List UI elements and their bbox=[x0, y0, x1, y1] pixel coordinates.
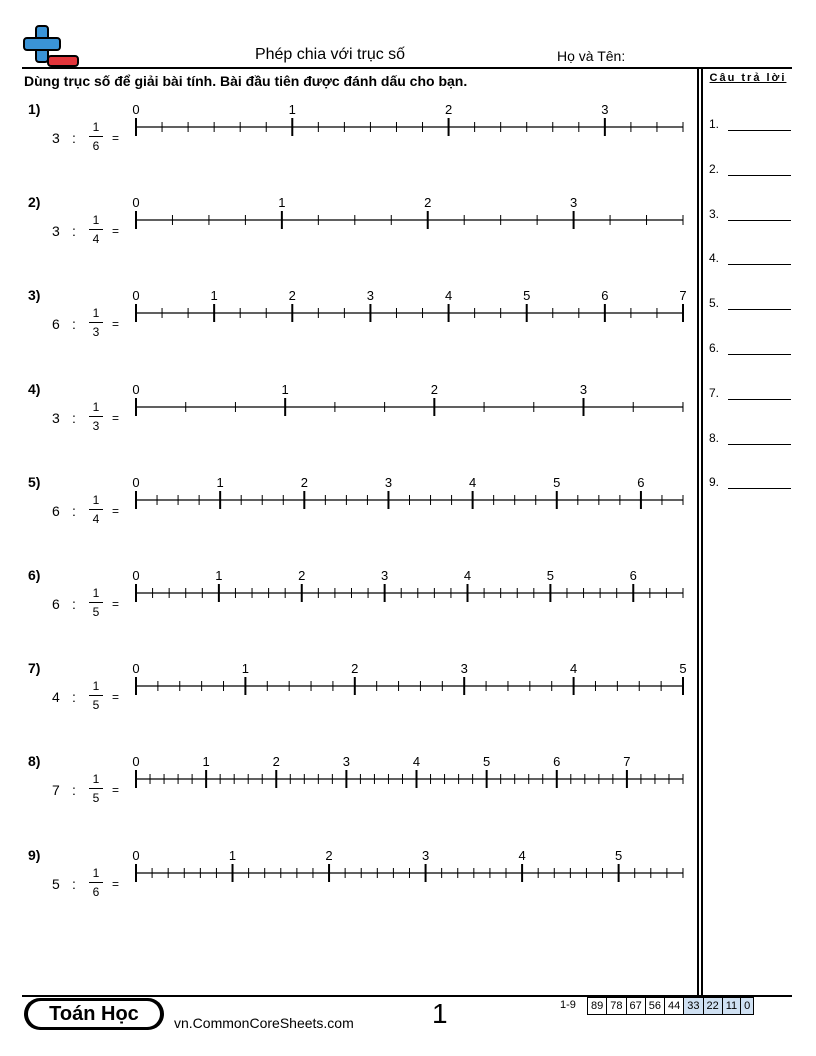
number-line bbox=[0, 749, 700, 793]
answers-heading: Câu trả lời bbox=[709, 72, 787, 84]
denominator: 6 bbox=[92, 139, 100, 153]
denominator: 3 bbox=[92, 325, 100, 340]
tick-label: 0 bbox=[132, 288, 140, 304]
tick-label: 3 bbox=[569, 195, 578, 211]
equals-sign: = bbox=[112, 783, 120, 798]
tick-label: 1 bbox=[215, 568, 223, 583]
tick-label: 3 bbox=[384, 474, 393, 490]
answer-number: 9. bbox=[709, 475, 720, 490]
problem-number: 9) bbox=[28, 846, 41, 863]
answer-blank[interactable] bbox=[728, 264, 791, 265]
numerator: 1 bbox=[92, 865, 100, 880]
answer-number: 5. bbox=[709, 296, 720, 311]
equals-sign: = bbox=[112, 690, 120, 705]
answer-blank[interactable] bbox=[728, 220, 791, 221]
problem-number: 8) bbox=[28, 753, 41, 770]
division-sign: : bbox=[72, 782, 76, 799]
instructions: Dùng trục số để giải bài tính. Bài đầu tiên được đánh dấu cho bạn. bbox=[24, 73, 468, 89]
equals-sign: = bbox=[112, 410, 120, 425]
number-line bbox=[0, 563, 700, 607]
tick-label: 2 bbox=[272, 754, 280, 770]
tick-label: 0 bbox=[132, 847, 140, 863]
dividend: 4 bbox=[52, 689, 60, 706]
tick-label: 2 bbox=[351, 661, 359, 677]
division-sign: : bbox=[72, 130, 76, 146]
tick-label: 1 bbox=[202, 754, 210, 770]
division-sign: : bbox=[72, 316, 76, 333]
division-sign: : bbox=[72, 875, 76, 892]
number-line bbox=[0, 283, 700, 327]
score-range: 1-9 bbox=[560, 999, 576, 1011]
dividend: 3 bbox=[52, 223, 60, 240]
answer-blank[interactable] bbox=[728, 130, 791, 131]
tick-label: 3 bbox=[460, 661, 468, 677]
tick-label: 1 bbox=[288, 102, 296, 117]
tick-label: 5 bbox=[483, 754, 491, 770]
tick-label: 4 bbox=[444, 288, 453, 304]
dividend: 3 bbox=[52, 409, 60, 426]
answer-number: 4. bbox=[709, 251, 720, 266]
dividend: 6 bbox=[52, 316, 60, 333]
score-cell: 44 bbox=[664, 997, 684, 1015]
division-sign: : bbox=[72, 502, 76, 519]
score-cell: 67 bbox=[626, 997, 646, 1015]
tick-label: 6 bbox=[629, 568, 637, 583]
number-line bbox=[0, 656, 700, 700]
tick-label: 1 bbox=[278, 195, 286, 211]
equals-sign: = bbox=[112, 597, 120, 611]
answer-number: 8. bbox=[709, 430, 720, 445]
denominator: 6 bbox=[92, 884, 100, 899]
tick-label: 2 bbox=[298, 568, 306, 583]
tick-label: 2 bbox=[430, 381, 438, 397]
tick-label: 0 bbox=[132, 754, 140, 770]
name-label: Họ và Tên: bbox=[557, 48, 626, 64]
tick-label: 3 bbox=[366, 288, 375, 304]
tick-label: 2 bbox=[300, 474, 308, 490]
score-cell: 78 bbox=[606, 997, 626, 1015]
brand-badge bbox=[24, 998, 164, 1030]
equals-sign: = bbox=[112, 224, 120, 239]
answer-number: 1. bbox=[709, 117, 720, 131]
tick-label: 4 bbox=[518, 847, 526, 863]
score-cell: 33 bbox=[683, 997, 703, 1015]
numerator: 1 bbox=[92, 492, 100, 507]
tick-label: 1 bbox=[216, 474, 224, 490]
tick-label: 0 bbox=[132, 474, 140, 490]
tick-label: 0 bbox=[132, 102, 140, 117]
answer-number: 2. bbox=[709, 161, 720, 176]
dividend: 6 bbox=[52, 502, 60, 519]
numerator: 1 bbox=[92, 772, 100, 787]
tick-label: 4 bbox=[468, 474, 477, 490]
denominator: 5 bbox=[92, 698, 100, 713]
denominator: 4 bbox=[92, 511, 100, 526]
number-line bbox=[0, 97, 700, 141]
problem-number: 2) bbox=[28, 194, 41, 211]
dividend: 3 bbox=[52, 130, 60, 146]
tick-label: 6 bbox=[601, 288, 609, 304]
denominator: 4 bbox=[92, 232, 100, 247]
numerator: 1 bbox=[92, 586, 100, 600]
denominator: 5 bbox=[92, 605, 100, 619]
problem-number: 6) bbox=[28, 567, 41, 583]
column-divider bbox=[701, 67, 703, 995]
site-url: vn.CommonCoreSheets.com bbox=[174, 1015, 354, 1031]
tick-label: 1 bbox=[281, 381, 289, 397]
brand-label: Toán Học bbox=[28, 1001, 160, 1027]
answer-blank[interactable] bbox=[728, 354, 791, 355]
score-cell: 22 bbox=[703, 997, 723, 1015]
equals-sign: = bbox=[112, 131, 120, 145]
number-line bbox=[0, 843, 700, 887]
score-cell: 0 bbox=[740, 997, 754, 1015]
division-sign: : bbox=[72, 223, 76, 240]
tick-label: 2 bbox=[444, 102, 453, 117]
tick-label: 3 bbox=[342, 754, 351, 770]
tick-label: 5 bbox=[523, 288, 531, 304]
tick-label: 1 bbox=[241, 661, 250, 677]
problem-number: 1) bbox=[28, 101, 41, 117]
problem-number: 4) bbox=[28, 380, 41, 397]
tick-label: 1 bbox=[228, 847, 237, 863]
page-title: Phép chia với trục số bbox=[254, 46, 406, 63]
tick-label: 3 bbox=[381, 568, 389, 583]
division-sign: : bbox=[72, 596, 76, 612]
numerator: 1 bbox=[92, 399, 100, 414]
score-table bbox=[588, 997, 754, 1015]
equals-sign: = bbox=[112, 503, 120, 518]
answer-blank[interactable] bbox=[728, 399, 791, 400]
numerator: 1 bbox=[92, 120, 100, 134]
dividend: 5 bbox=[52, 875, 60, 892]
denominator: 5 bbox=[92, 791, 100, 806]
tick-label: 7 bbox=[623, 754, 631, 770]
problem-number: 3) bbox=[28, 287, 41, 304]
tick-label: 0 bbox=[132, 661, 140, 677]
problem-number: 7) bbox=[28, 660, 41, 677]
tick-label: 4 bbox=[569, 661, 578, 677]
equals-sign: = bbox=[112, 876, 120, 891]
tick-label: 1 bbox=[210, 288, 218, 304]
answer-blank[interactable] bbox=[728, 444, 791, 445]
tick-label: 5 bbox=[553, 474, 561, 490]
answer-number: 7. bbox=[709, 385, 720, 400]
tick-label: 6 bbox=[637, 474, 645, 490]
number-line bbox=[0, 377, 700, 421]
tick-label: 7 bbox=[679, 288, 687, 304]
division-sign: : bbox=[72, 409, 76, 426]
header-divider bbox=[22, 67, 792, 69]
equals-sign: = bbox=[112, 317, 120, 332]
division-sign: : bbox=[72, 689, 76, 706]
problem-number: 5) bbox=[28, 473, 41, 490]
tick-label: 5 bbox=[679, 661, 687, 677]
score-cell: 11 bbox=[722, 997, 741, 1015]
tick-label: 3 bbox=[601, 102, 609, 117]
numerator: 1 bbox=[92, 213, 100, 228]
tick-label: 6 bbox=[553, 754, 561, 770]
tick-label: 5 bbox=[546, 568, 555, 583]
tick-label: 2 bbox=[288, 288, 296, 304]
page-number: 1 bbox=[432, 998, 448, 1029]
numerator: 1 bbox=[92, 306, 100, 321]
dividend: 7 bbox=[52, 782, 60, 799]
score-cell: 89 bbox=[587, 997, 607, 1015]
answer-number: 6. bbox=[709, 341, 720, 355]
tick-label: 2 bbox=[424, 195, 432, 211]
tick-label: 5 bbox=[615, 847, 623, 863]
answer-blank[interactable] bbox=[728, 175, 791, 176]
score-cell: 56 bbox=[645, 997, 665, 1015]
answer-blank[interactable] bbox=[728, 309, 791, 310]
numerator: 1 bbox=[92, 679, 100, 694]
tick-label: 2 bbox=[325, 847, 333, 863]
answer-blank[interactable] bbox=[728, 488, 791, 489]
number-line bbox=[0, 470, 700, 514]
number-line bbox=[0, 190, 700, 234]
denominator: 3 bbox=[92, 418, 100, 433]
tick-label: 0 bbox=[132, 568, 140, 583]
tick-label: 3 bbox=[421, 847, 430, 863]
tick-label: 4 bbox=[463, 568, 472, 583]
tick-label: 3 bbox=[579, 381, 588, 397]
tick-label: 0 bbox=[132, 195, 140, 211]
answer-number: 3. bbox=[709, 206, 720, 221]
tick-label: 4 bbox=[412, 754, 421, 770]
dividend: 6 bbox=[52, 596, 60, 612]
tick-label: 0 bbox=[132, 381, 140, 397]
